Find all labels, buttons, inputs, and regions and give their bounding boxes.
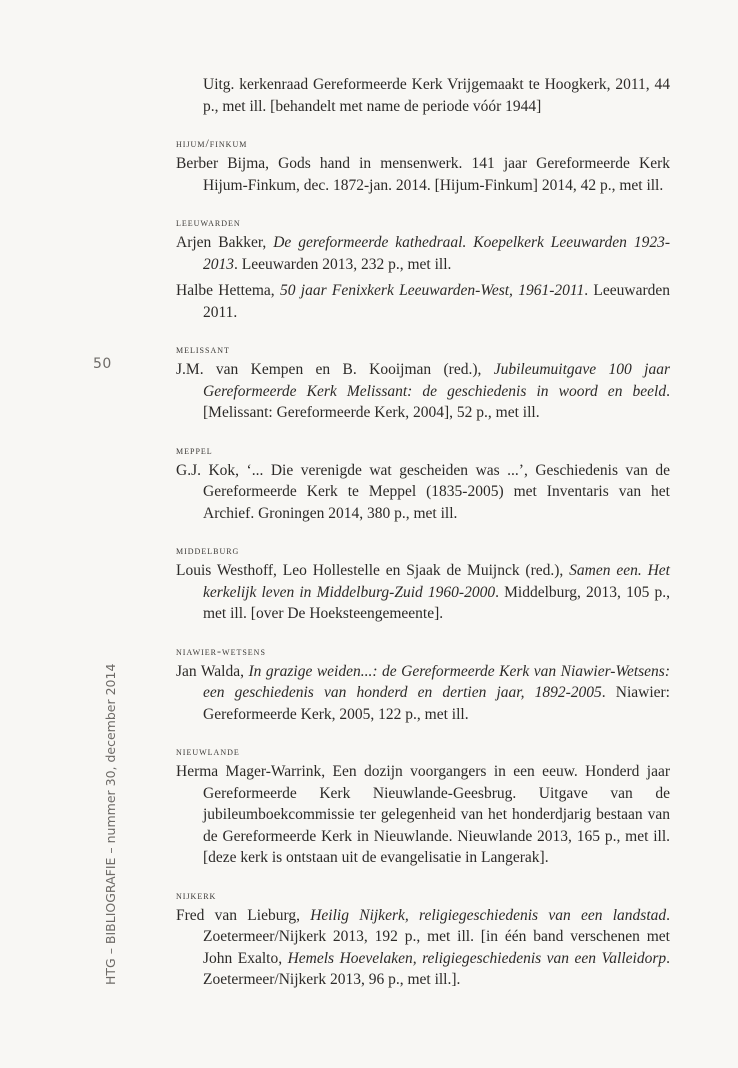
page-number: 50 [93, 356, 112, 372]
place-heading-leeuwarden: leeuwarden [176, 215, 241, 229]
bibliography-entry: J.M. van Kempen en B. Kooijman (red.), Jubileumuitgave 100 jaar Gereformeerde Kerk Melissant: de geschiedenis in woord en beeld. [Melissant: Gereformeerde Kerk, 2004], 52 p., met ill. [176, 361, 670, 421]
place-heading-melissant: melissant [176, 342, 230, 356]
place-heading-meppel: meppel [176, 442, 213, 457]
entry-title: 50 jaar Fenixkerk Leeuwarden-West, 1961-2011 [279, 282, 585, 299]
bibliography-entry: Herma Mager-Warrink, Een dozijn voorgangers in een eeuw. Honderd jaar Gereformeerde Kerk Nieuwlande-Geesbrug. Uitgave van de jubileumboekcommissie ter gelegenheid van het honderdjarig bestaan van de Gereformeerde Kerk in Nieuwlande. Nieuwlande 2013, 165 p., met ill. [deze kerk is ontstaan uit de evangelisatie in Langerak]. [176, 763, 670, 866]
place-heading-nieuwlande: nieuwlande [176, 744, 240, 758]
bibliography-entry: Jan Walda, In grazige weiden...: de Gereformeerde Kerk van Niawier-Wetsens: een geschiedenis van honderd en dertien jaar, 1892-2005. Niawier: Gereformeerde Kerk, 2005, 122 p., met ill. [176, 662, 670, 723]
running-footer-spine: HTG – BIBLIOGRAFIE – nummer 30, december 2014 [103, 663, 118, 985]
bibliography-content [176, 74, 670, 991]
place-heading-nijkerk: nijkerk [176, 887, 217, 902]
continued-entry: Uitg. kerkenraad Gereformeerde Kerk Vrijgemaakt te Hoogkerk, 2011, 44 p., met ill. [behandelt met name de periode vóór 1944] [203, 76, 670, 115]
bibliography-entry: Fred van Lieburg, Heilig Nijkerk, religiegeschiedenis van een landstad. Zoetermeer/Nijkerk 2013, 192 p., met ill. [in één band verschenen met John Exalto, Hemels Hoevelaken, religiegeschiedenis van een Valleidorp. Zoetermeer/Nijkerk 2013, 96 p., met ill.]. [176, 906, 671, 988]
entry-title: De gereformeerde kathedraal. Koepelkerk Leeuwarden 1923-2013 [203, 234, 670, 273]
entry-title: Samen een. Het kerkelijk leven in Middelburg-Zuid 1960-2000 [203, 562, 670, 601]
bibliography-entry: G.J. Kok, ‘... Die verenigde wat gescheiden was ...’, Geschiedenis van de Gereformeerde Kerk te Meppel (1835-2005) met Inventaris van het Archief. Groningen 2014, 380 p., met ill. [176, 461, 670, 522]
bibliography-entry: Arjen Bakker, De gereformeerde kathedraal. Koepelkerk Leeuwarden 1923-2013. Leeuwarden 2013, 232 p., met ill. [176, 234, 670, 273]
entry-title: Hemels Hoevelaken, religiegeschiedenis van een Valleidorp [287, 949, 667, 967]
entry-title: Jubileumuitgave 100 jaar Gereformeerde Kerk Melissant: de geschiedenis in woord en beeld [203, 361, 670, 400]
place-heading-middelburg: middelburg [176, 543, 240, 557]
entry-title: In grazige weiden...: de Gereformeerde Kerk van Niawier-Wetsens: een geschiedenis van honderd en dertien jaar, 1892-2005 [203, 662, 670, 701]
place-heading-niawier-wetsens: niawier-wetsens [176, 643, 266, 658]
bibliography-entry: Halbe Hettema, 50 jaar Fenixkerk Leeuwarden-West, 1961-2011. Leeuwarden 2011. [176, 282, 670, 321]
entry-title: Heilig Nijkerk, religiegeschiedenis van een landstad [310, 906, 667, 924]
place-heading-hijum-finkum: hijum/finkum [176, 136, 248, 150]
bibliography-entry: Louis Westhoff, Leo Hollestelle en Sjaak de Muijnck (red.), Samen een. Het kerkelijk leven in Middelburg-Zuid 1960-2000. Middelburg, 2013, 105 p., met ill. [over De Hoeksteengemeente]. [176, 562, 670, 622]
bibliography-entry: Berber Bijma, Gods hand in mensenwerk. 141 jaar Gereformeerde Kerk Hijum-Finkum, dec. 1872-jan. 2014. [Hijum-Finkum] 2014, 42 p., met ill. [176, 155, 670, 194]
